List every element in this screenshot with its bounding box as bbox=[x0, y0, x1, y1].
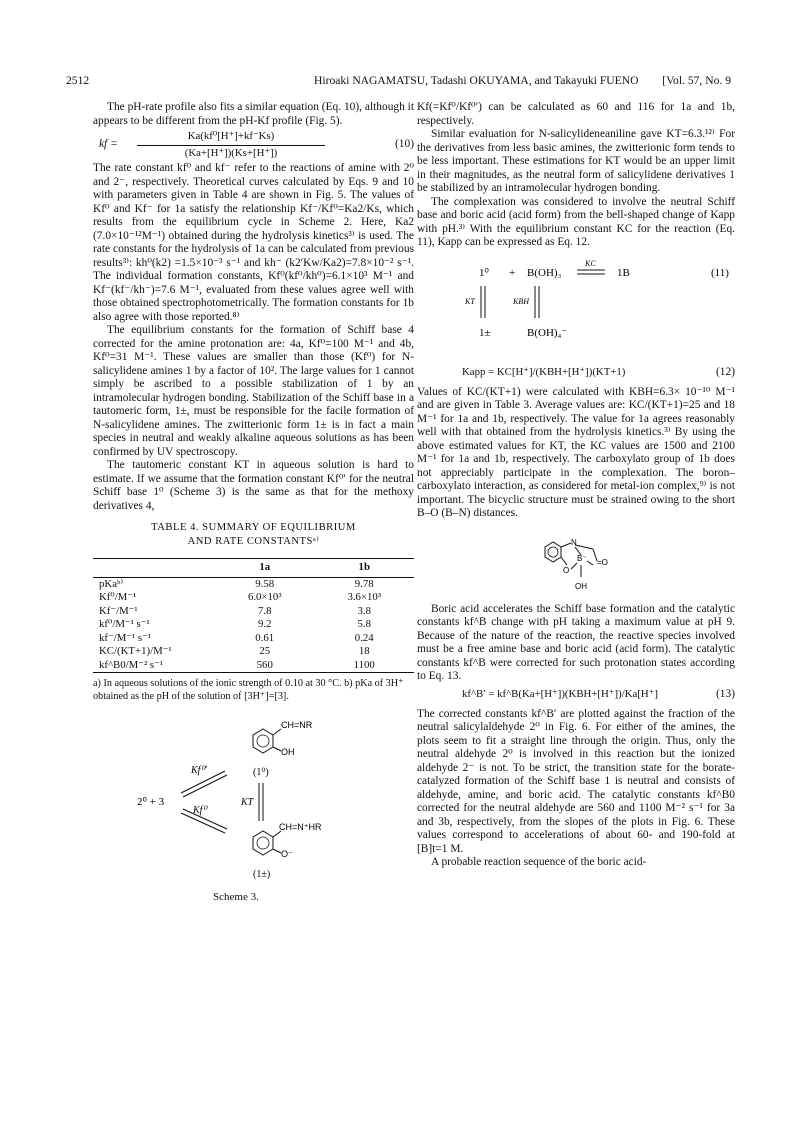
equation-13 bbox=[417, 688, 735, 704]
scheme-reactants: 2⁰ + 3 bbox=[137, 796, 165, 808]
nitrogen-label: N bbox=[571, 537, 577, 547]
table-cell: Kf⁻/M⁻¹ bbox=[99, 604, 138, 617]
benzene-ring-top bbox=[253, 729, 273, 753]
author-line: Hiroaki NAGAMATSU, Tadashi OKUYAMA, and Takayuki FUENO bbox=[314, 74, 639, 87]
boron-label: B⁻ bbox=[577, 553, 587, 563]
volume-info: [Vol. 57, No. 9 bbox=[662, 74, 731, 87]
table-row bbox=[93, 605, 414, 619]
paragraph: The corrected constants kf^B′ are plotted against the fraction of the neutral salicylaldehyde 2⁰ in Fig. 6. For either of the amines, the plots seem to fit a straight line through the origin. Thus, only the neutral aldehyde 2⁰ is involved in this reaction but the ionized aldehyde 2⁻ is not. To be strict, the transition state for the borate-catalyzed formation of the Schiff base 1 is neutral and consists of aldehyde, amine, and boric acid. The catalytic constants kf^B0 corrected for the neutral aldehyde are 560 and 1100 M⁻² s⁻¹ for 3a and 3b, respectively, from the slopes of the plots in Fig. 6. These values correspond to accelerations of about 60- and 190-fold at [B]t=1 M. bbox=[417, 707, 735, 855]
species: B(OH)₃ bbox=[527, 266, 562, 279]
table-row bbox=[93, 577, 414, 591]
table-footnote: a) In aqueous solutions of the ionic strength of 0.10 at 30 °C. b) pKa of 3H⁺ obtained as the pH of the solution of [3H⁺]=[3]. bbox=[93, 678, 404, 702]
constants-table bbox=[93, 558, 414, 673]
equation-numerator: Ka(kf⁰[H⁺]+kf⁻Ks) bbox=[137, 130, 325, 146]
species: 1B bbox=[617, 266, 630, 279]
bond bbox=[273, 747, 281, 751]
table-cell: 9.58 bbox=[255, 577, 275, 590]
table-cell: 18 bbox=[358, 645, 370, 657]
table-cell: Kf⁰/M⁻¹ bbox=[99, 591, 137, 603]
bond bbox=[575, 545, 593, 549]
bond bbox=[561, 543, 571, 547]
equation-number: (11) bbox=[711, 266, 729, 279]
hydroxyl-label: OH bbox=[575, 581, 587, 591]
hydroxyl-label: OH bbox=[281, 747, 295, 757]
paragraph: The tautomeric constant KT in aqueous solution is hard to estimate. If we assume that the formation constant Kf⁰′ for the neutral Schiff base 1⁰ (Scheme 3) is the same as that for the methoxy derivatives 4, bbox=[93, 459, 414, 512]
paragraph: The equilibrium constants for the formation of Schiff base 4 corrected for the amine protonation are: 4a, Kf⁰=100 M⁻¹ and 4b, Kf⁰=31 M⁻¹. These values are smaller than those (Kf⁰) for N-salicylidene amines 1 by a factor of 10². The large values for 1 cannot simply be ascribed to a possible stabilization of 1 by an intramolecular hydrogen bonding. Stabilization of the Schiff base in a tautomeric form, 1±, must be responsible for the facile formation of N-salicylidene amines. The zwitterionic form 1± is in fact a main species in neutral and weakly alkaline aqueous solutions as has been confirmed by UV spectroscopy. bbox=[93, 324, 414, 458]
kt-label: KT bbox=[465, 296, 475, 306]
equation-fraction bbox=[137, 130, 325, 160]
bond bbox=[571, 563, 577, 569]
equation-number: (12) bbox=[716, 365, 735, 378]
bond bbox=[273, 849, 281, 853]
table-cell: 3.8 bbox=[357, 604, 371, 617]
compound-label: (1⁰) bbox=[253, 767, 269, 778]
arrow-upper-back bbox=[183, 775, 227, 797]
table-cell: KC/(KT+1)/M⁻¹ bbox=[99, 645, 172, 657]
benzene-ring bbox=[545, 542, 561, 562]
table-cell: 0.61 bbox=[255, 631, 275, 644]
species: 1⁰ bbox=[479, 266, 489, 279]
kc-label: KC bbox=[585, 258, 596, 268]
table-cell: 9.78 bbox=[354, 577, 374, 590]
table-cell: pKaᵇ⁾ bbox=[99, 577, 123, 590]
species: 1± bbox=[479, 326, 491, 339]
k-upper-label: Kf⁰′ bbox=[191, 765, 207, 776]
table-row bbox=[93, 591, 414, 605]
table-cell: kf^B0/M⁻² s⁻¹ bbox=[93, 659, 215, 673]
table-header-row bbox=[93, 559, 414, 578]
equation-denominator: (Ka+[H⁺])(Ks+[H⁺]) bbox=[184, 146, 278, 159]
equation-text: kf^B′ = kf^B(Ka+[H⁺])(KBH+[H⁺])/Ka[H⁺] bbox=[462, 687, 658, 700]
scheme-3 bbox=[93, 713, 414, 903]
paragraph: A probable reaction sequence of the boric acid- bbox=[431, 856, 647, 868]
kt-label: KT bbox=[241, 797, 254, 808]
species: B(OH)₄⁻ bbox=[527, 326, 568, 339]
equation-10 bbox=[93, 130, 414, 160]
paragraph: The complexation was considered to involve the neutral Schiff base and boric acid (acid form) from the bell-shaped change of Kapp with pH.³⁾ With the equilibrium constant KC for the reaction (Eq. 11), Kapp can be expressed as Eq. 12. bbox=[417, 195, 735, 248]
table-header-cell: 1b bbox=[315, 559, 415, 578]
table-row bbox=[93, 659, 414, 673]
aromatic-circle bbox=[257, 735, 269, 747]
scheme-3-drawing bbox=[93, 713, 414, 893]
equation-number: (13) bbox=[716, 687, 735, 700]
equation-text: Kapp = KC[H⁺]/(KBH+[H⁺])(KT+1) bbox=[462, 365, 626, 378]
table-cell: 1100 bbox=[315, 659, 415, 673]
bicyclic-structure bbox=[417, 531, 735, 597]
running-header bbox=[66, 74, 731, 88]
table-cell: 0.24 bbox=[354, 631, 374, 644]
table-cell: 3.6×10³ bbox=[347, 591, 382, 603]
table-cell: kf⁻/M⁻¹ s⁻¹ bbox=[99, 631, 152, 644]
table-row bbox=[93, 645, 414, 659]
k-lower-label: Kf⁰ bbox=[193, 805, 207, 816]
table-caption bbox=[93, 521, 414, 548]
table-cell: 560 bbox=[215, 659, 315, 673]
table-header-cell: 1a bbox=[215, 559, 315, 578]
substituent-label: CH=NR bbox=[281, 720, 313, 730]
bicyclic-structure-drawing bbox=[417, 531, 735, 597]
kbh-label: KBH bbox=[513, 296, 529, 306]
page-number: 2512 bbox=[66, 74, 90, 87]
reaction-11 bbox=[417, 258, 735, 358]
left-column bbox=[93, 101, 414, 903]
arrow-lower bbox=[181, 813, 225, 833]
table-row bbox=[93, 618, 414, 632]
equation-number: (10) bbox=[395, 138, 414, 150]
substituent-label: CH=N⁺HR bbox=[279, 822, 322, 832]
bond bbox=[587, 561, 593, 565]
table-cell: 5.8 bbox=[357, 618, 371, 630]
carbonyl-label: =O bbox=[597, 557, 608, 567]
paragraph: The rate constant kf⁰ and kf⁻ refer to the reactions of amine with 2⁰ and 2⁻, respectively. Theoretical curves calculated by Eqs. 9 and 10 with parameters given in Table 4 are shown in Fig. 5. The values of Kf⁰ and Kf⁻ for 1a satisfy the relationship Kf⁻/Kf⁰=Ka2/Ks, which results from the equilibrium cycle in Scheme 2. Here, Ka2 (7.0×10⁻¹²M⁻¹) obtained during the hydrolysis kinetics³⁾ is used. The rate constants for the hydrolysis of 1a can be calculated from previous results³⁾: kh⁰(k2) =1.5×10⁻³ s⁻¹ and kh⁻ (k2′Kw/Ka2)=7.8×10⁻² s⁻¹. The individual formation constants, Kf⁰(kf⁰/kh⁰)=6.1×10³ M⁻¹ and Kf⁻(kf⁻/kh⁻)=7.6 M⁻¹, evaluated from these values agree well with those obtained spectrophotometrically. The formation constants for 1b also agree with those reported.⁸⁾ bbox=[93, 162, 414, 323]
paragraph: Kf(=Kf⁰/Kf⁰′) can be calculated as 60 and 116 for 1a and 1b, respectively. bbox=[417, 101, 735, 127]
equation-lhs: kf = bbox=[99, 138, 118, 150]
scheme-caption: Scheme 3. bbox=[213, 891, 259, 903]
table-row bbox=[93, 632, 414, 646]
benzene-ring-bottom bbox=[253, 831, 273, 855]
paragraph: Similar evaluation for N-salicylideneaniline gave KT=6.3.¹²⁾ For the derivatives from less basic amines, the zwitterionic form tends to be less important. These estimations for KT would be an upper limit in their magnitudes, as the neutral form of salicylidene derivatives 1 be stabilized by an intramolecular hydrogen bonding. bbox=[417, 128, 735, 194]
table-caption-line: TABLE 4. SUMMARY OF EQUILIBRIUM bbox=[151, 522, 356, 533]
table-header-cell bbox=[93, 559, 215, 578]
table-cell: 9.2 bbox=[258, 618, 272, 630]
paragraph: Values of KC/(KT+1) were calculated with KBH=6.3× 10⁻¹⁰ M⁻¹ and are given in Table 3. Average values are: KC/(KT+1)=25 and 18 M⁻¹ for 1a and 1b, respectively. The value for 1a agrees reasonably well with that obtained from the hydrolysis kinetics.³⁾ By using the above estimated values for KT, the KC values are 1500 and 2100 M⁻¹ for 1a and 1b, respectively. The carboxylato group of 1b does not appreciably participate in the complexation. The boron–carboxylato interaction, as considered for metal-ion complex,⁹⁾ is not important. The bicyclic structure must be strained owing to the short B–O (B–N) distances. bbox=[417, 385, 735, 519]
bond bbox=[273, 729, 281, 735]
bond bbox=[561, 557, 567, 565]
compound-label: (1±) bbox=[253, 869, 271, 880]
table-cell: kf⁰/M⁻¹ s⁻¹ bbox=[99, 618, 150, 630]
table-cell: 25 bbox=[259, 645, 271, 657]
aromatic-circle bbox=[548, 547, 558, 557]
paragraph: Boric acid accelerates the Schiff base formation and the catalytic constants kf^B change with pH taking a maximum value at pH 9. Because of the nature of the reaction, the reactive species involved must be a free amine base and boric acid (acid form). The catalytic constants kf^B were corrected for such protonation states according to Eq. 13. bbox=[417, 602, 735, 682]
plus-sign: + bbox=[509, 266, 516, 279]
right-column bbox=[417, 101, 735, 870]
table-cell: 7.8 bbox=[258, 604, 272, 617]
reaction-11-drawing bbox=[417, 258, 735, 358]
paragraph: The pH-rate profile also fits a similar equation (Eq. 10), although it appears to be different from the pH-Kf profile (Fig. 5). bbox=[93, 101, 414, 127]
table-cell: 6.0×10³ bbox=[247, 591, 282, 603]
oxygen-label: O bbox=[563, 565, 570, 575]
table-caption-line: AND RATE CONSTANTSᵃ⁾ bbox=[187, 535, 320, 547]
equation-12 bbox=[417, 366, 735, 382]
aromatic-circle bbox=[257, 837, 269, 849]
phenoxide-label: O⁻ bbox=[281, 849, 293, 859]
